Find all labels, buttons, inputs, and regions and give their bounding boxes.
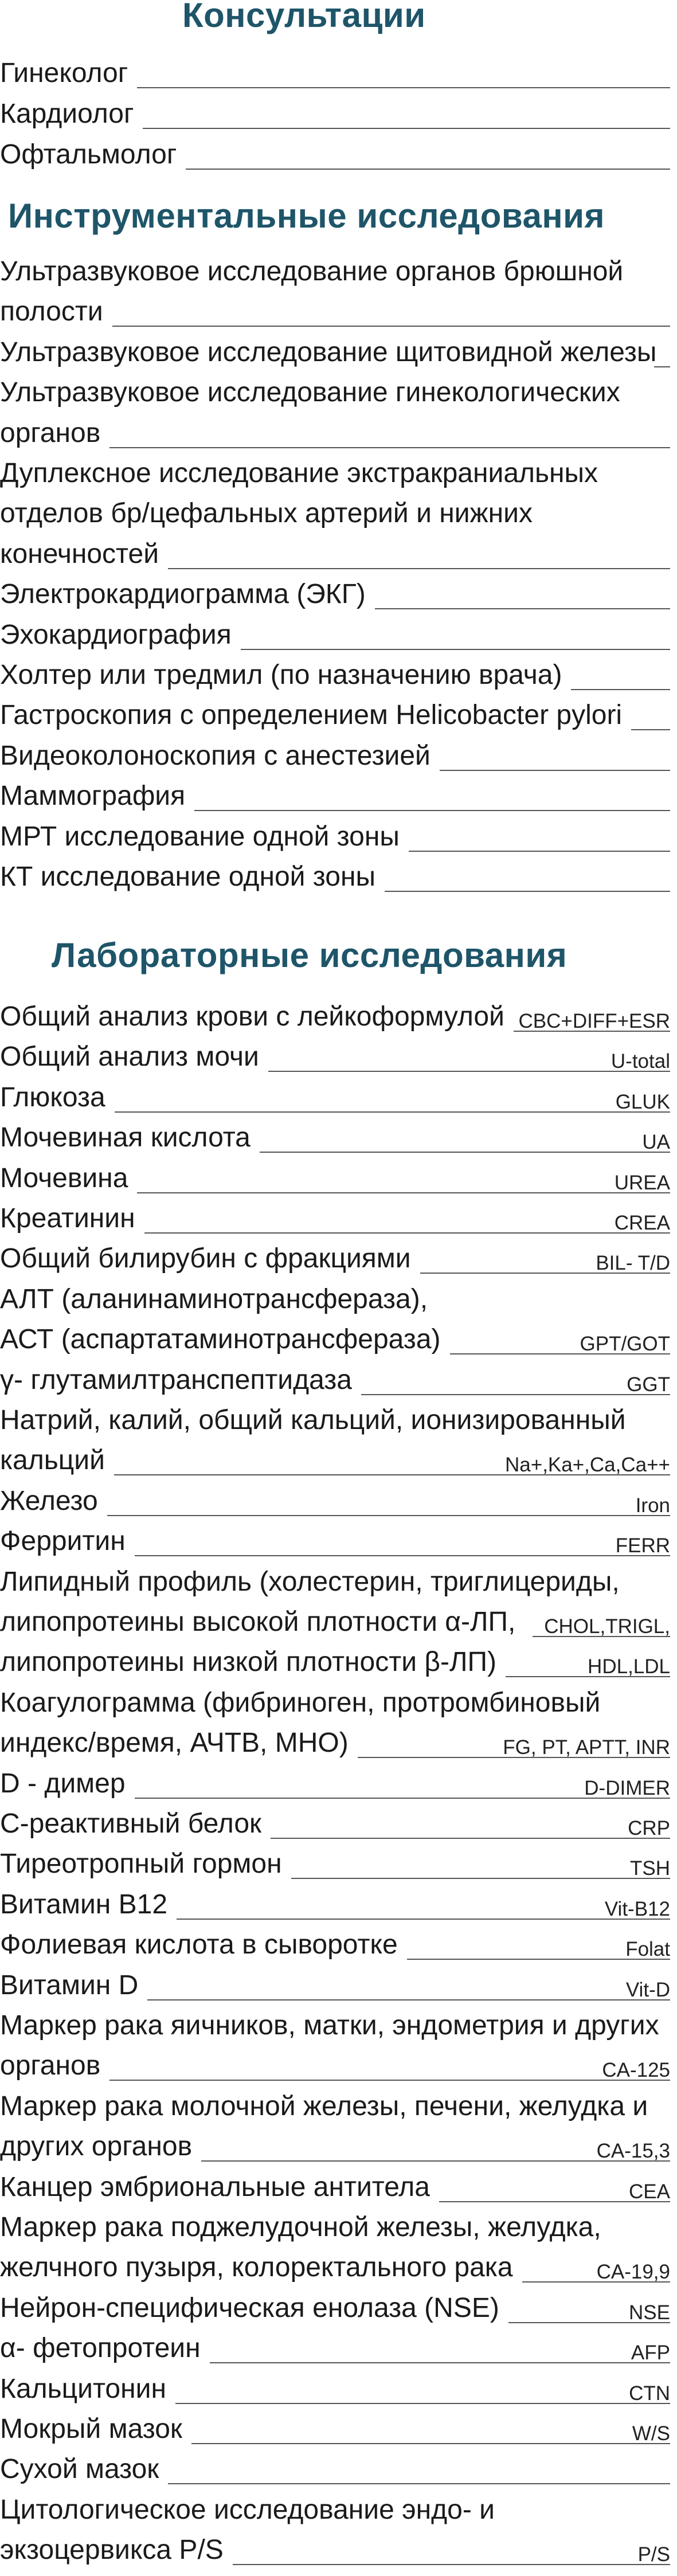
lab-test-row bbox=[0, 2092, 677, 2172]
lab-test-row bbox=[0, 1971, 677, 2011]
fill-line bbox=[409, 851, 670, 852]
test-code: U-total bbox=[611, 1050, 670, 1073]
test-code: TSH bbox=[630, 1857, 670, 1880]
fill-line bbox=[147, 1999, 670, 2000]
item-text: Офтальмолог bbox=[0, 139, 177, 170]
item-text: α- фетопротеин bbox=[0, 2333, 201, 2364]
fill-line bbox=[291, 1878, 670, 1879]
lab-test-row bbox=[0, 2011, 677, 2092]
fill-line bbox=[135, 1555, 670, 1556]
fill-line bbox=[420, 1273, 670, 1274]
fill-line bbox=[506, 1676, 670, 1677]
item-text: Нейрон-специфическая енолаза (NSE) bbox=[0, 2292, 499, 2323]
test-code: FERR bbox=[615, 1534, 670, 1557]
fill-line bbox=[168, 2483, 670, 2484]
fill-line bbox=[143, 128, 670, 129]
item-text: Ультразвуковое исследование гинекологических bbox=[0, 377, 620, 408]
item-text: Общий анализ крови с лейкоформулой bbox=[0, 1001, 504, 1032]
item-text: Гастроскопия с определением Helicobacter pylori bbox=[0, 700, 623, 731]
fill-line bbox=[522, 2281, 670, 2283]
test-code: GGT bbox=[627, 1373, 670, 1396]
item-text: Мокрый мазок bbox=[0, 2414, 182, 2444]
item-text: Ферритин bbox=[0, 1526, 126, 1557]
lab-test-row bbox=[0, 1930, 677, 1970]
test-code: CA-19,9 bbox=[596, 2261, 670, 2284]
lab-test-row bbox=[0, 1769, 677, 1809]
service-row bbox=[0, 862, 677, 902]
item-text: Маркер рака молочной железы, печени, желудка и bbox=[0, 2090, 648, 2121]
lab-test-row bbox=[0, 2454, 677, 2495]
item-text: Сухой мазок bbox=[0, 2454, 159, 2485]
item-text: Кардиолог bbox=[0, 99, 134, 129]
lab-test-row bbox=[0, 1204, 677, 1244]
fill-line bbox=[210, 2362, 670, 2363]
lab-test-row bbox=[0, 2293, 677, 2334]
lab-test-row bbox=[0, 1688, 677, 1769]
fill-line bbox=[440, 770, 670, 771]
item-text: желчного пузыря, колоректального рака bbox=[0, 2252, 513, 2283]
item-text: Маркер рака поджелудочной железы, желудка, bbox=[0, 2212, 601, 2242]
service-row bbox=[0, 580, 677, 620]
lab-test-row bbox=[0, 1123, 677, 1163]
service-row bbox=[0, 338, 677, 378]
service-row bbox=[0, 58, 677, 99]
section-title: Консультации bbox=[182, 0, 426, 34]
test-code: CTN bbox=[629, 2382, 670, 2405]
service-row bbox=[0, 781, 677, 821]
item-text: Ультразвуковое исследование органов брюшной bbox=[0, 256, 624, 287]
item-text: органов bbox=[0, 2050, 101, 2081]
lab-test-row bbox=[0, 1285, 677, 1365]
service-row bbox=[0, 822, 677, 862]
test-code: P/S bbox=[637, 2543, 670, 2566]
fill-line bbox=[450, 1353, 671, 1354]
fill-line bbox=[137, 1192, 670, 1193]
fill-line bbox=[514, 1031, 670, 1032]
item-text: Железо bbox=[0, 1485, 98, 1516]
fill-line bbox=[191, 2443, 670, 2444]
fill-line bbox=[233, 2564, 670, 2565]
item-text: Липидный профиль (холестерин, триглицериды, bbox=[0, 1566, 620, 1597]
item-text: отделов бр/цефальных артерий и нижних bbox=[0, 498, 533, 529]
test-code: CHOL,TRIGL, bbox=[544, 1615, 670, 1638]
item-text: Мочевина bbox=[0, 1162, 128, 1193]
test-code: CEA bbox=[629, 2180, 670, 2203]
item-text: С-реактивный белок bbox=[0, 1808, 262, 1839]
fill-line bbox=[533, 1636, 670, 1637]
item-text: КТ исследование одной зоны bbox=[0, 862, 375, 892]
test-code: Vit-B12 bbox=[604, 1897, 670, 1920]
item-text: Общий билирубин с фракциями bbox=[0, 1243, 411, 1274]
item-text: АЛТ (аланинаминотрансфераза), bbox=[0, 1283, 428, 1314]
lab-test-row bbox=[0, 1567, 677, 1688]
fill-line bbox=[201, 2160, 670, 2162]
item-text: МРТ исследование одной зоны bbox=[0, 821, 400, 852]
item-text: γ- глутамилтранспептидаза bbox=[0, 1364, 352, 1395]
service-row bbox=[0, 378, 677, 459]
item-text: Глюкоза bbox=[0, 1082, 105, 1113]
item-text: Ультразвуковое исследование щитовидной железы bbox=[0, 336, 657, 367]
fill-line bbox=[194, 810, 670, 811]
test-code: GLUK bbox=[615, 1090, 670, 1113]
fill-line bbox=[144, 1232, 670, 1234]
test-code: UA bbox=[642, 1131, 670, 1154]
test-code: Vit-D bbox=[625, 1978, 670, 2001]
test-code: GPT/GOT bbox=[580, 1333, 670, 1356]
lab-test-row bbox=[0, 2213, 677, 2293]
service-row bbox=[0, 99, 677, 140]
lab-test-row bbox=[0, 1406, 677, 1486]
fill-line bbox=[358, 1757, 670, 1758]
service-row bbox=[0, 741, 677, 781]
item-text: Общий анализ мочи bbox=[0, 1042, 259, 1072]
lab-test-row bbox=[0, 2172, 677, 2213]
item-text: липопротеины низкой плотности β-ЛП) bbox=[0, 1647, 496, 1678]
test-code: Folat bbox=[625, 1938, 670, 1961]
item-text: конечностей bbox=[0, 538, 159, 569]
test-code: CA-15,3 bbox=[596, 2140, 670, 2163]
test-code: CA-125 bbox=[602, 2059, 670, 2082]
fill-line bbox=[135, 1798, 670, 1799]
item-text: других органов bbox=[0, 2131, 193, 2162]
service-row bbox=[0, 660, 677, 700]
fill-line bbox=[137, 87, 670, 88]
test-code: W/S bbox=[632, 2422, 670, 2445]
item-text: Холтер или тредмил (по назначению врача) bbox=[0, 660, 562, 690]
item-text: Дуплексное исследование экстракраниальных bbox=[0, 458, 598, 488]
lab-test-row bbox=[0, 1164, 677, 1204]
fill-line bbox=[385, 891, 670, 892]
fill-line bbox=[186, 169, 670, 170]
lab-test-row bbox=[0, 1042, 677, 1082]
fill-line bbox=[109, 447, 670, 448]
fill-line bbox=[439, 2201, 670, 2202]
test-code: Na+,Ka+,Ca,Ca++ bbox=[505, 1454, 670, 1477]
lab-test-row bbox=[0, 1526, 677, 1567]
item-text: АСТ (аспартатаминотрансфераза) bbox=[0, 1324, 441, 1355]
fill-line bbox=[260, 1152, 670, 1153]
item-text: Фолиевая кислота в сыворотке bbox=[0, 1929, 398, 1960]
lab-test-row bbox=[0, 1849, 677, 1889]
item-text: Электрокардиограмма (ЭКГ) bbox=[0, 579, 366, 610]
item-text: Маммография bbox=[0, 781, 186, 812]
service-row bbox=[0, 700, 677, 741]
test-code: CREA bbox=[614, 1212, 670, 1234]
item-text: Коагулограмма (фибриноген, протромбиновый bbox=[0, 1687, 601, 1718]
item-text: Эхокардиография bbox=[0, 619, 232, 650]
item-text: Кальцитонин bbox=[0, 2373, 166, 2404]
lab-test-row bbox=[0, 1809, 677, 1849]
lab-test-row bbox=[0, 2334, 677, 2374]
item-text: кальций bbox=[0, 1445, 105, 1476]
fill-line bbox=[268, 1071, 670, 1072]
test-code: AFP bbox=[631, 2342, 670, 2364]
fill-line bbox=[112, 326, 670, 327]
fill-line bbox=[168, 568, 670, 569]
item-text: Маркер рака яичников, матки, эндометрия и других bbox=[0, 2010, 659, 2041]
item-text: Канцер эмбриональные антитела bbox=[0, 2171, 430, 2202]
service-row bbox=[0, 140, 677, 181]
lab-test-row bbox=[0, 1365, 677, 1406]
item-text: липопротеины высокой плотности α-ЛП, bbox=[0, 1606, 516, 1637]
lab-test-row bbox=[0, 1486, 677, 1526]
test-code: FG, PT, APTT, INR bbox=[503, 1736, 670, 1759]
fill-line bbox=[107, 1515, 670, 1516]
lab-test-row bbox=[0, 2374, 677, 2414]
lab-test-row bbox=[0, 1244, 677, 1284]
test-code: CBC+DIFF+ESR bbox=[518, 1010, 670, 1032]
service-row bbox=[0, 459, 677, 580]
fill-line bbox=[114, 1474, 670, 1475]
fill-line bbox=[175, 2403, 670, 2404]
item-text: полости bbox=[0, 296, 103, 327]
fill-line bbox=[631, 729, 670, 730]
item-text: D - димер bbox=[0, 1768, 126, 1799]
item-text: Витамин D bbox=[0, 1970, 139, 2000]
item-text: Гинеколог bbox=[0, 58, 128, 88]
item-text: экзоцервикса P/S bbox=[0, 2535, 224, 2566]
test-code: D-DIMER bbox=[584, 1776, 670, 1799]
item-text: органов bbox=[0, 417, 101, 448]
lab-test-row bbox=[0, 2495, 677, 2576]
service-row bbox=[0, 620, 677, 660]
item-text: индекс/время, АЧТВ, МНО) bbox=[0, 1728, 349, 1759]
fill-line bbox=[375, 608, 670, 609]
lab-test-row bbox=[0, 1890, 677, 1930]
item-text: Цитологическое исследование эндо- и bbox=[0, 2494, 495, 2525]
test-code: CRP bbox=[628, 1817, 670, 1839]
test-code: BIL- T/D bbox=[596, 1252, 670, 1275]
item-text: Витамин В12 bbox=[0, 1889, 168, 1920]
fill-line bbox=[508, 2322, 670, 2323]
fill-line bbox=[654, 366, 670, 367]
section-title: Лабораторные исследования bbox=[52, 936, 568, 974]
lab-test-row bbox=[0, 2414, 677, 2454]
lab-test-row bbox=[0, 1083, 677, 1123]
fill-line bbox=[271, 1838, 670, 1839]
fill-line bbox=[177, 1919, 670, 1920]
service-row bbox=[0, 257, 677, 338]
item-text: Креатинин bbox=[0, 1203, 135, 1234]
item-text: Тиреотропный гормон bbox=[0, 1849, 282, 1880]
fill-line bbox=[109, 2080, 670, 2081]
test-code: HDL,LDL bbox=[588, 1655, 670, 1678]
fill-line bbox=[241, 649, 670, 650]
fill-line bbox=[571, 689, 670, 690]
test-code: UREA bbox=[614, 1171, 670, 1194]
item-text: Видеоколоноскопия с анестезией bbox=[0, 740, 431, 771]
item-text: Мочевиная кислота bbox=[0, 1122, 251, 1153]
test-code: Iron bbox=[635, 1494, 670, 1517]
test-code: NSE bbox=[629, 2301, 670, 2324]
section-title: Инструментальные исследования bbox=[8, 197, 605, 235]
item-text: Натрий, калий, общий кальций, ионизированный bbox=[0, 1405, 626, 1435]
fill-line bbox=[115, 1111, 670, 1113]
lab-test-row bbox=[0, 1002, 677, 1042]
fill-line bbox=[407, 1959, 670, 1960]
fill-line bbox=[361, 1394, 670, 1395]
